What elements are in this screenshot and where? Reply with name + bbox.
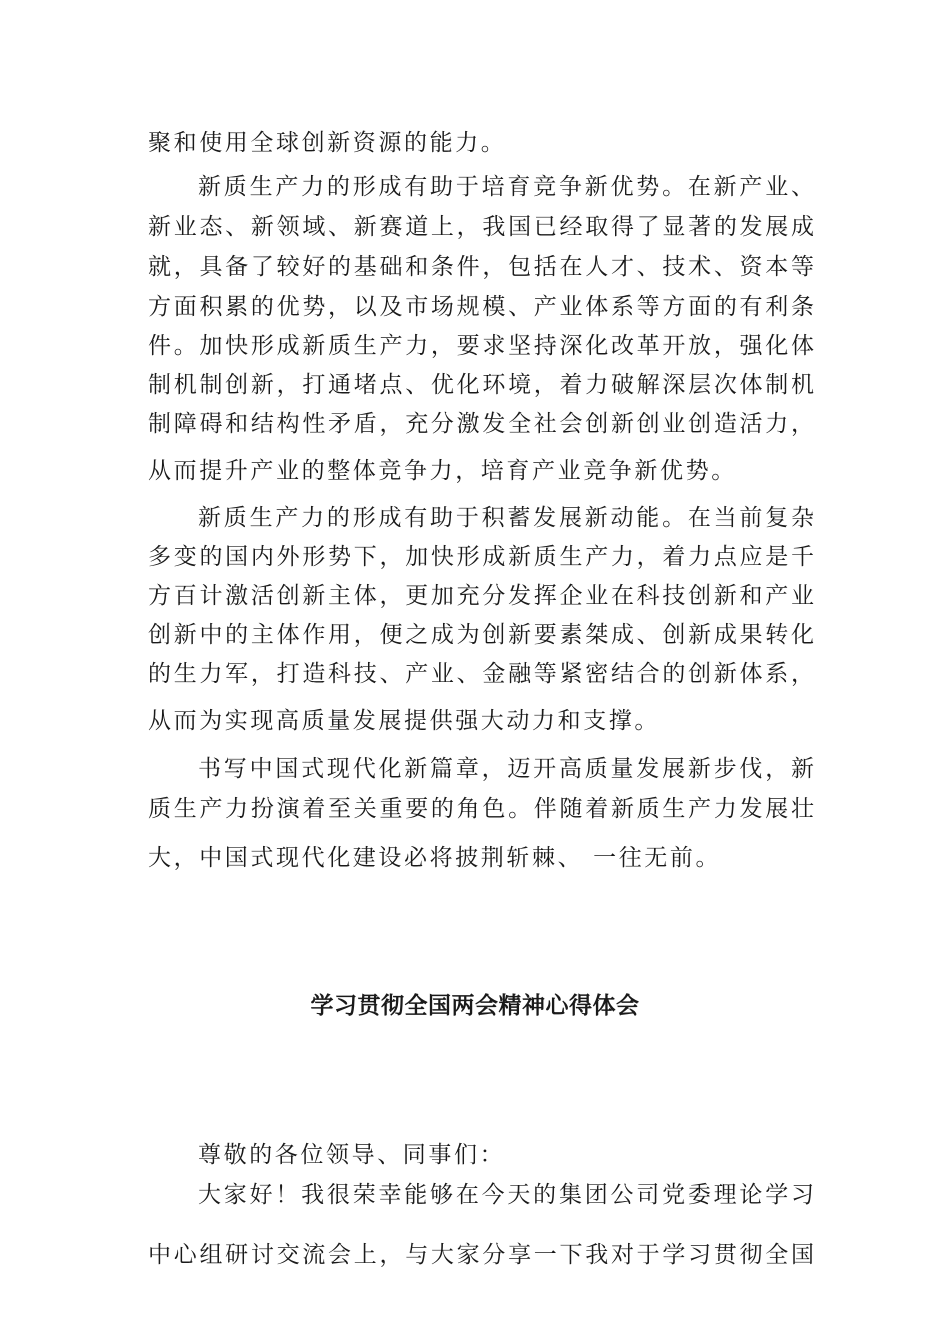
text-line: 方面积累的优势，以及市场规模、产业体系等方面的有利条 — [148, 294, 814, 320]
text-line: 从而提升产业的整体竞争力，培育产业竞争新优势。 — [148, 458, 737, 484]
text-line: 创新中的主体作用，便之成为创新要素桀成、创新成果转化 — [148, 622, 814, 648]
text-line: 质生产力扮演着至关重要的角色。伴随着新质生产力发展壮 — [148, 796, 814, 822]
salutation: 尊敬的各位领导、同事们： — [198, 1142, 506, 1168]
text-line: 中心组研讨交流会上，与大家分享一下我对于学习贯彻全国 — [148, 1242, 814, 1268]
paragraph-start-line: 新质生产力的形成有助于培育竞争新优势。在新产业、 — [198, 174, 814, 200]
paragraph-start-line: 新质生产力的形成有助于积蓄发展新动能。在当前复杂 — [198, 505, 814, 531]
text-line: 的生力军，打造科技、产业、金融等紧密结合的创新体系， — [148, 661, 814, 687]
text-line: 大，中国式现代化建设必将披荆斩棘、 一往无前。 — [148, 845, 722, 871]
text-line: 从而为实现高质量发展提供强大动力和支撑。 — [148, 708, 660, 734]
text-line: 就，具备了较好的基础和条件，包括在人才、技术、资本等 — [148, 254, 814, 280]
text-line: 制障碍和结构性矛盾，充分激发全社会创新创业创造活力， — [148, 411, 814, 437]
text-line: 多变的国内外形势下，加快形成新质生产力，着力点应是千 — [148, 544, 814, 570]
text-line: 制机制创新，打通堵点、优化环境，着力破解深层次体制机 — [148, 372, 814, 398]
text-line: 件。加快形成新质生产力，要求坚持深化改革开放，强化体 — [148, 333, 814, 359]
text-line: 方百计激活创新主体，更加充分发挥企业在科技创新和产业 — [148, 583, 814, 609]
paragraph-start-line: 书写中国式现代化新篇章，迈开高质量发展新步伐，新 — [198, 756, 814, 782]
text-line: 聚和使用全球创新资源的能力。 — [148, 130, 507, 156]
text-line: 新业态、新领域、新赛道上，我国已经取得了显著的发展成 — [148, 214, 814, 240]
paragraph-start-line: 大家好！我很荣幸能够在今天的集团公司党委理论学习 — [198, 1182, 814, 1208]
document-title: 学习贯彻全国两会精神心得体会 — [310, 993, 640, 1019]
